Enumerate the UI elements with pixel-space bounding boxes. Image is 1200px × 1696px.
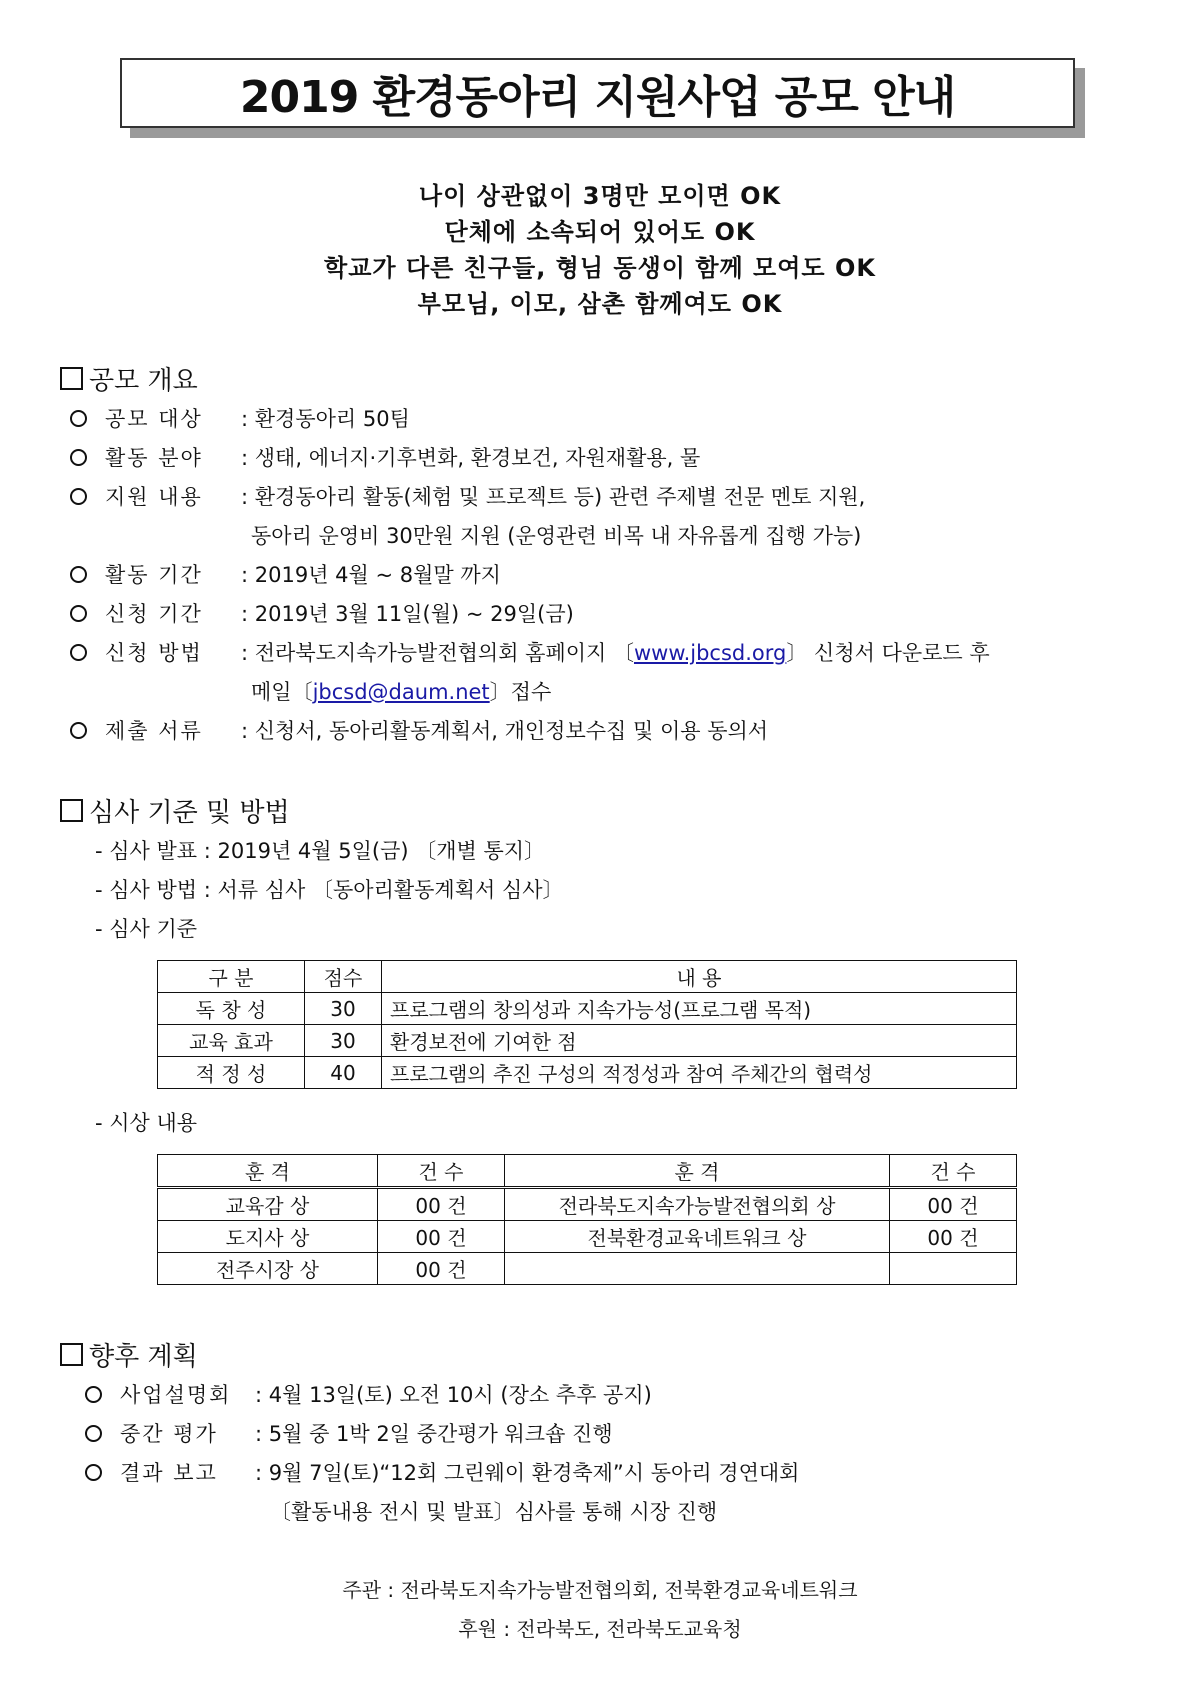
circle-bullet-icon [70, 410, 87, 427]
overview-item: 활동 분야 : 생태, 에너지·기후변화, 환경보건, 자원재활용, 물 [70, 443, 700, 473]
table-cell: 00 건 [378, 1221, 505, 1253]
circle-bullet-icon [70, 722, 87, 739]
table-cell: 프로그램의 창의성과 지속가능성(프로그램 목적) [382, 993, 1017, 1025]
plan-item: 중간 평가 : 5월 중 1박 2일 중간평가 워크숍 진행 [85, 1419, 613, 1449]
title-banner [120, 58, 1075, 128]
circle-bullet-icon [70, 488, 87, 505]
table-header: 점수 [305, 961, 382, 993]
circle-bullet-icon [85, 1464, 102, 1481]
square-bullet-icon [60, 367, 83, 390]
circle-bullet-icon [85, 1386, 102, 1403]
table-cell [505, 1253, 890, 1285]
table-header: 내 용 [382, 961, 1017, 993]
review-awards-label: - 시상 내용 [95, 1111, 198, 1135]
table-row [158, 1025, 1017, 1057]
table-cell: 00 건 [890, 1221, 1017, 1253]
table-cell: 프로그램의 추진 구성의 적정성과 참여 주체간의 협력성 [382, 1057, 1017, 1089]
table-cell: 독 창 성 [158, 993, 305, 1025]
table-row [158, 1221, 1017, 1253]
table-cell: 적 정 성 [158, 1057, 305, 1089]
table-row [158, 1253, 1017, 1285]
circle-bullet-icon [70, 566, 87, 583]
table-cell: 30 [305, 1025, 382, 1057]
overview-item: 공모 대상 : 환경동아리 50팀 [70, 404, 410, 434]
table-cell: 30 [305, 993, 382, 1025]
section-heading-overview: 공모 개요 [60, 360, 198, 397]
table-header-row [158, 961, 1017, 993]
table-cell [890, 1253, 1017, 1285]
table-cell: 도지사 상 [158, 1221, 378, 1253]
footer-sponsor: 후원 : 전라북도, 전라북도교육청 [458, 1617, 742, 1641]
circle-bullet-icon [70, 644, 87, 661]
overview-item: 활동 기간 : 2019년 4월 ~ 8월말 까지 [70, 560, 501, 590]
criteria-table [157, 960, 1017, 1089]
table-header: 구 분 [158, 961, 305, 993]
review-method: - 심사 방법 : 서류 심사 〔동아리활동계획서 심사〕 [95, 878, 564, 902]
overview-item: 신청 방법 : 전라북도지속가능발전협의회 홈페이지 〔www.jbcsd.org〕 신청서 다운로드 후 [70, 638, 990, 668]
table-header-row [158, 1155, 1017, 1188]
table-header: 건 수 [378, 1155, 505, 1188]
page-title: 2019 환경동아리 지원사업 공모 안내 [120, 58, 1075, 128]
plan-item: 사업설명회 : 4월 13일(토) 오전 10시 (장소 추후 공지) [85, 1380, 652, 1410]
circle-bullet-icon [85, 1425, 102, 1442]
slogan-block [0, 178, 1200, 322]
table-cell: 전북환경교육네트워크 상 [505, 1221, 890, 1253]
table-header: 훈 격 [505, 1155, 890, 1188]
overview-item: 지원 내용 : 환경동아리 활동(체험 및 프로젝트 등) 관련 주제별 전문 멘토 지원, [70, 482, 865, 512]
square-bullet-icon [60, 799, 83, 822]
circle-bullet-icon [70, 449, 87, 466]
email-link[interactable]: jbcsd@daum.net [312, 680, 490, 704]
plan-item: 결과 보고 : 9월 7일(토)“12회 그린웨이 환경축제”시 동아리 경연대회 [85, 1458, 799, 1488]
table-header: 훈 격 [158, 1155, 378, 1188]
slogan-line: 부모님, 이모, 삼촌 함께여도 OK [417, 290, 783, 318]
slogan-line: 단체에 소속되어 있어도 OK [444, 218, 756, 246]
section-heading-review: 심사 기준 및 방법 [60, 792, 290, 829]
footer-organizer: 주관 : 전라북도지속가능발전협의회, 전북환경교육네트워크 [342, 1578, 858, 1602]
table-cell: 00 건 [378, 1188, 505, 1221]
table-cell: 교육감 상 [158, 1188, 378, 1221]
section-heading-plan: 향후 계획 [60, 1336, 198, 1373]
table-row [158, 1057, 1017, 1089]
table-cell: 00 건 [890, 1188, 1017, 1221]
slogan-line: 나이 상관없이 3명만 모이면 OK [418, 182, 782, 210]
table-cell: 환경보전에 기여한 점 [382, 1025, 1017, 1057]
overview-item: 제출 서류 : 신청서, 동아리활동계획서, 개인정보수집 및 이용 동의서 [70, 716, 768, 746]
table-cell: 전라북도지속가능발전협의회 상 [505, 1188, 890, 1221]
homepage-link[interactable]: www.jbcsd.org [633, 641, 787, 665]
overview-item: 신청 기간 : 2019년 3월 11일(월) ~ 29일(금) [70, 599, 574, 629]
review-announce: - 심사 발표 : 2019년 4월 5일(금) 〔개별 통지〕 [95, 839, 546, 863]
slogan-line: 학교가 다른 친구들, 형님 동생이 함께 모여도 OK [324, 254, 876, 282]
table-cell: 전주시장 상 [158, 1253, 378, 1285]
overview-item-continuation: 메일〔jbcsd@daum.net〕접수 [251, 680, 552, 704]
circle-bullet-icon [70, 605, 87, 622]
table-cell: 00 건 [378, 1253, 505, 1285]
table-row [158, 993, 1017, 1025]
table-header: 건 수 [890, 1155, 1017, 1188]
plan-item-continuation: 〔활동내용 전시 및 발표〕심사를 통해 시장 진행 [270, 1500, 718, 1524]
overview-item-continuation: 동아리 운영비 30만원 지원 (운영관련 비목 내 자유롭게 집행 가능) [251, 524, 862, 548]
table-cell: 교육 효과 [158, 1025, 305, 1057]
table-cell: 40 [305, 1057, 382, 1089]
table-row [158, 1188, 1017, 1221]
review-criteria-label: - 심사 기준 [95, 917, 198, 941]
square-bullet-icon [60, 1343, 83, 1366]
awards-table [157, 1154, 1017, 1285]
